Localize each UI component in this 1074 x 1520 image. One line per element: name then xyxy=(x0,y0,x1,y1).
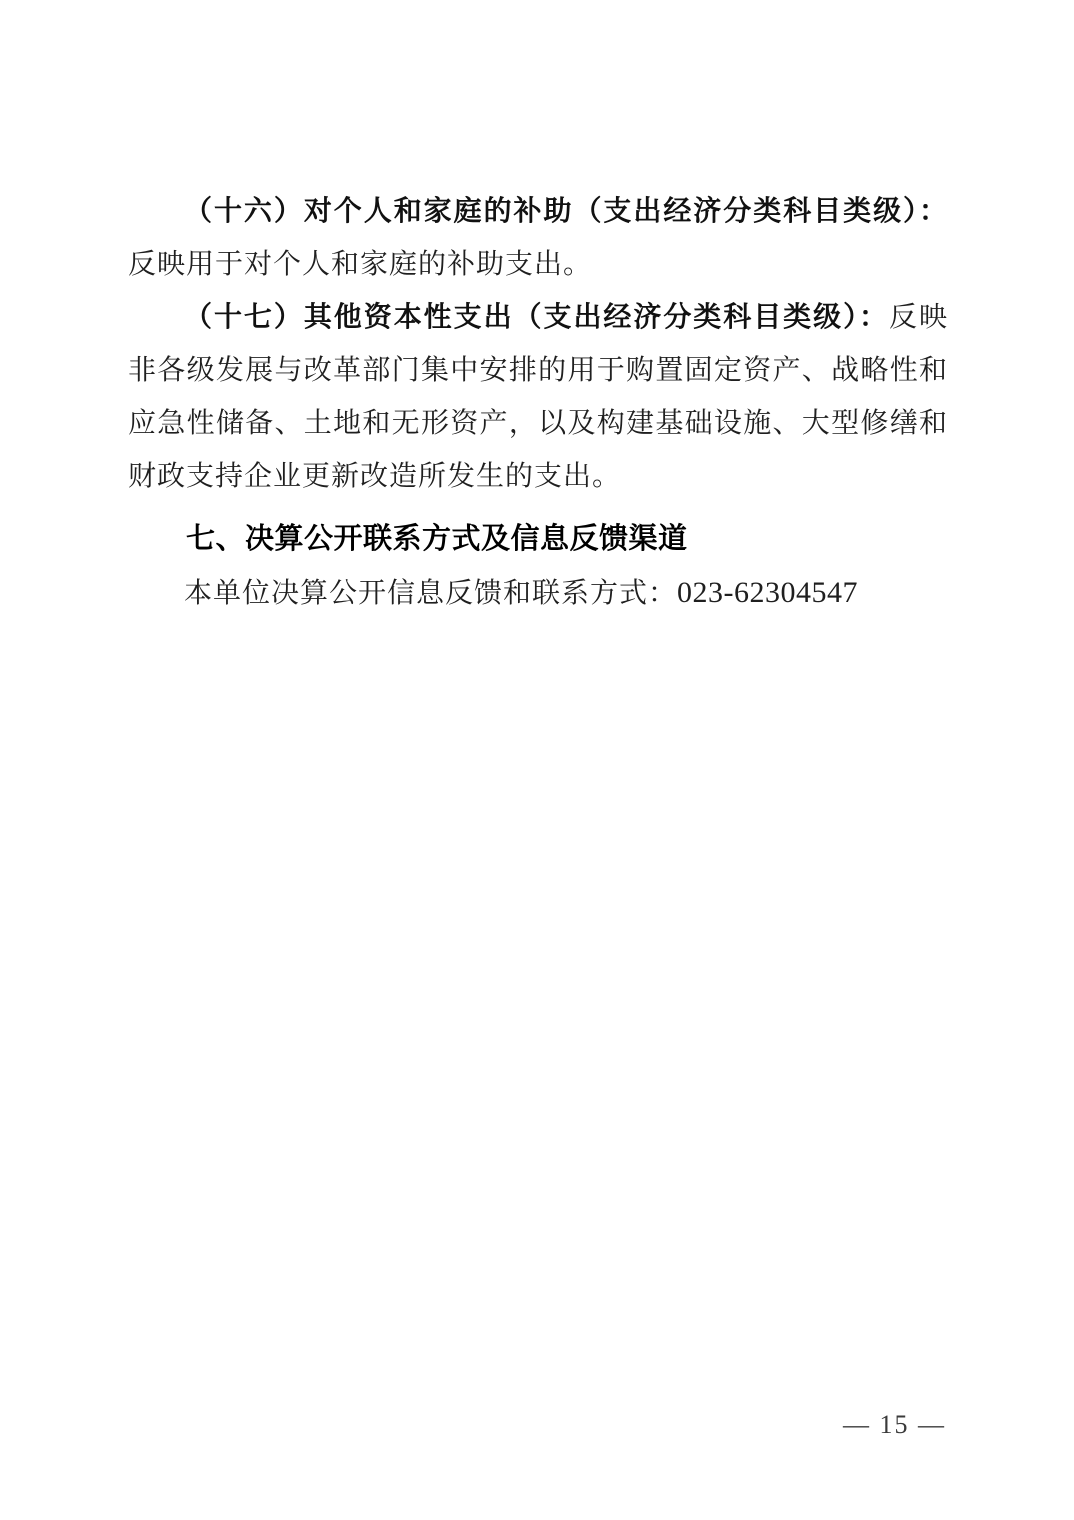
contact-phone: 023-62304547 xyxy=(677,576,859,609)
paragraph-17-body: 反映非各级发展与改革部门集中安排的用于购置固定资产、战略性和应急性储备、土地和无形资产，以及构建基础设施、大型修缮和财政支持企业更新改造所发生的支出。 xyxy=(128,302,948,492)
section-heading: 七、决算公开联系方式及信息反馈渠道 xyxy=(186,523,688,555)
paragraph-item-16 xyxy=(128,185,948,291)
contact-line xyxy=(128,566,948,620)
page-number: — 15 — xyxy=(843,1410,946,1439)
contact-label: 本单位决算公开信息反馈和联系方式： xyxy=(184,578,678,609)
paragraph-16-body: 反映用于对个人和家庭的补助支出。 xyxy=(128,249,593,280)
paragraph-16-lead: （十六）对个人和家庭的补助（支出经济分类科目类级）： xyxy=(184,196,948,227)
paragraph-17-lead: （十七）其他资本性支出（支出经济分类科目类级）： xyxy=(184,302,890,333)
paragraph-item-17 xyxy=(128,291,948,503)
document-content xyxy=(128,185,948,620)
